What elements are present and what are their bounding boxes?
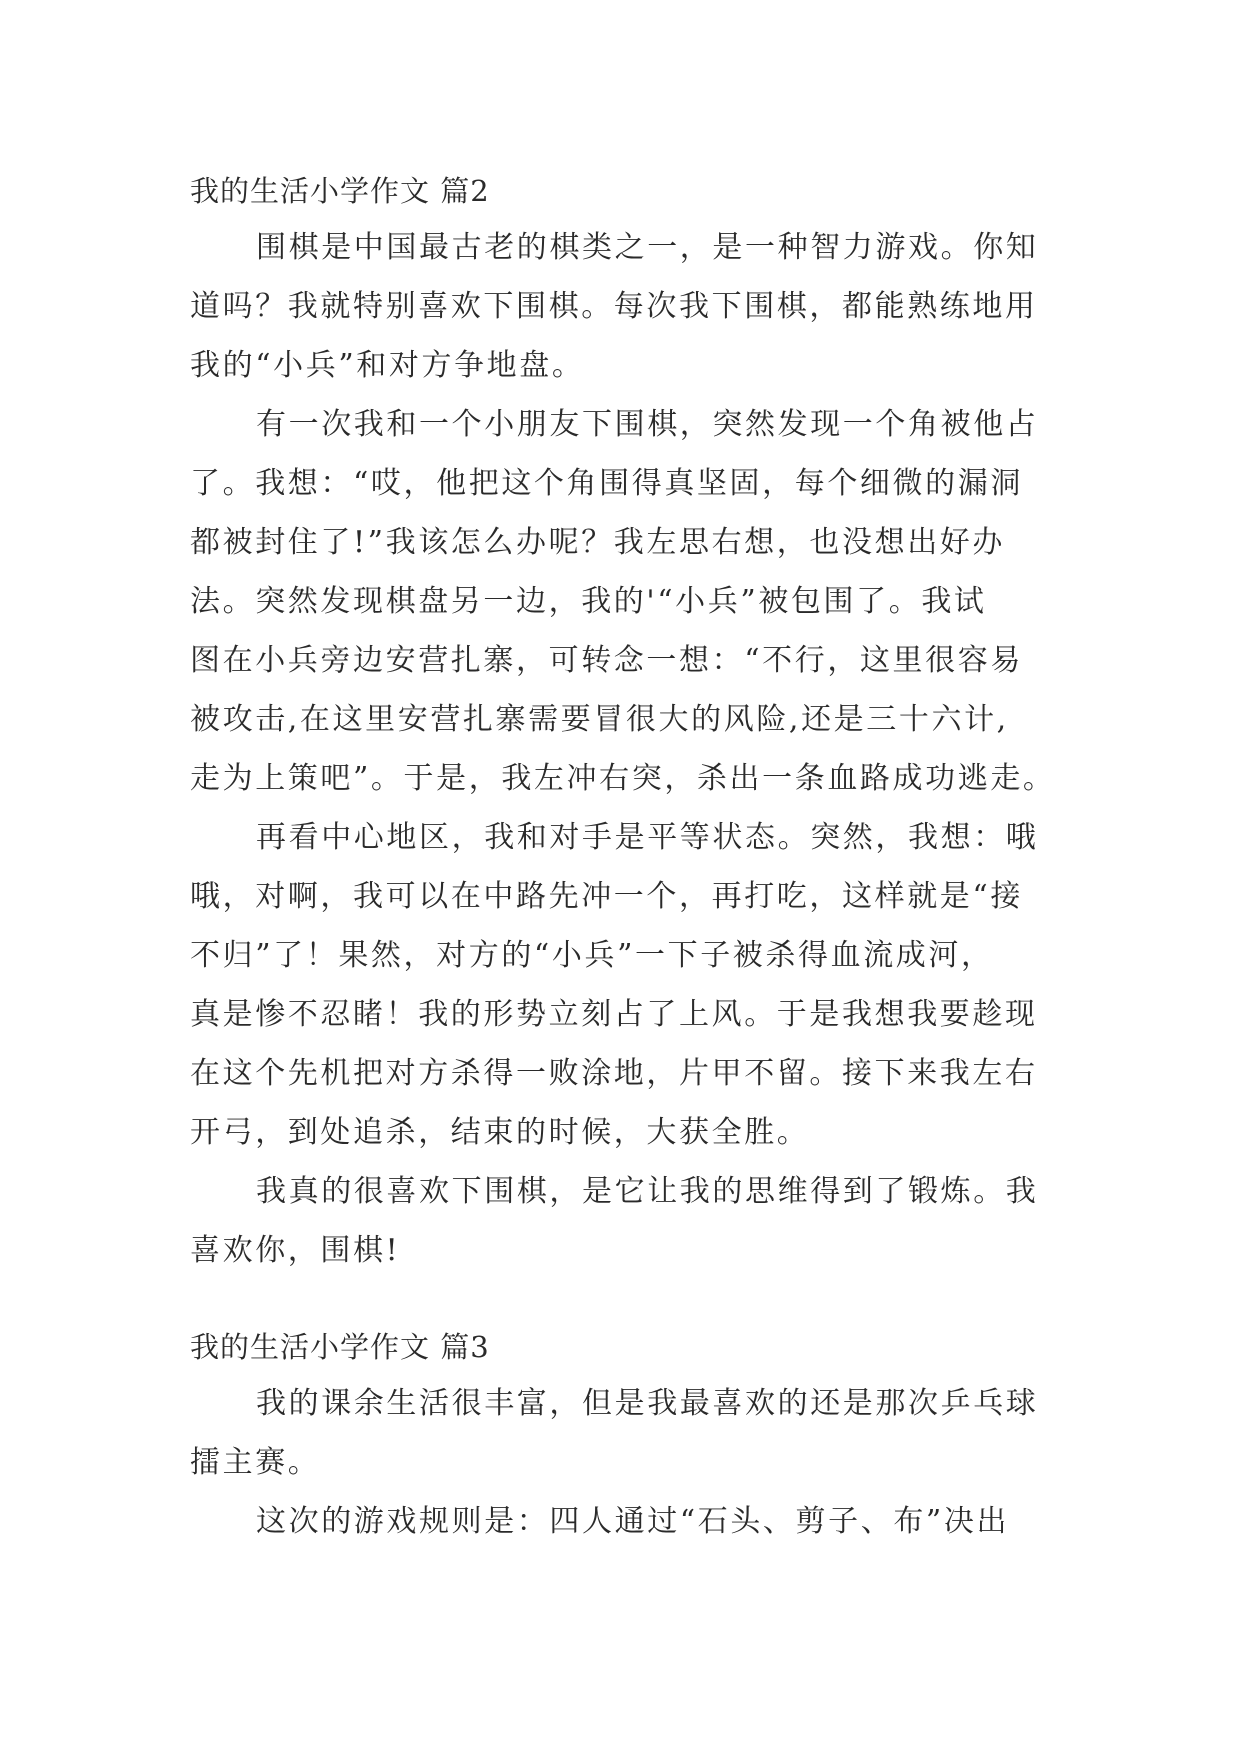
paragraph (190, 808, 1230, 1162)
text-line: 我的“小兵”和对方争地盘。 (190, 348, 585, 383)
text-line: 围棋是中国最古老的棋类之一，是一种智力游戏。你知 (256, 230, 1039, 265)
text-line: 我真的很喜欢下围棋，是它让我的思维得到了锻炼。我 (256, 1174, 1039, 1209)
text-line: 开弓，到处追杀，结束的时候，大获全胜。 (190, 1115, 810, 1150)
essay-section-2 (190, 164, 1230, 1280)
text-line: 在这个先机把对方杀得一败涂地，片甲不留。接下来我左右 (190, 1056, 1038, 1091)
text-line: 这次的游戏规则是：四人通过“石头、剪子、布”决出 (256, 1504, 1010, 1539)
text-line: 不归”了！果然，对方的“小兵”一下子被杀得血流成河， (190, 938, 994, 973)
text-line: 都被封住了!”我该怎么办呢？我左思右想，也没想出好办 (190, 525, 1005, 560)
paragraph (190, 1374, 1230, 1492)
paragraph (190, 1162, 1230, 1280)
essay-title: 我的生活小学作文 篇2 (190, 174, 490, 208)
paragraph (190, 395, 1230, 808)
text-line: 有一次我和一个小朋友下围棋，突然发现一个角被他占 (256, 407, 1039, 442)
text-line: 了。我想：“哎，他把这个角围得真坚固，每个细微的漏洞 (190, 466, 1023, 501)
text-line: 擂主赛。 (190, 1445, 321, 1480)
text-line: 走为上策吧”。于是，我左冲右突，杀出一条血路成功逃走。 (190, 761, 1056, 796)
text-line: 真是惨不忍睹！我的形势立刻占了上风。于是我想我要趁现 (190, 997, 1038, 1032)
text-line: 被攻击,在这里安营扎寨需要冒很大的风险,还是三十六计, (190, 702, 1009, 737)
essay-section-3 (190, 1320, 1230, 1551)
text-line: 我的课余生活很丰富，但是我最喜欢的还是那次乒乓球 (256, 1386, 1039, 1421)
essay-title: 我的生活小学作文 篇3 (190, 1330, 490, 1364)
text-line: 法。突然发现棋盘另一边，我的'“小兵”被包围了。我试 (190, 584, 987, 619)
text-line: 再看中心地区，我和对手是平等状态。突然，我想：哦 (256, 820, 1039, 855)
text-line: 哦，对啊，我可以在中路先冲一个，再打吃，这样就是“接 (190, 879, 1023, 914)
text-line: 喜欢你，围棋! (190, 1233, 401, 1268)
text-line: 图在小兵旁边安营扎寨，可转念一想：“不行，这里很容易 (190, 643, 1023, 678)
text-line: 道吗？我就特别喜欢下围棋。每次我下围棋，都能熟练地用 (190, 289, 1038, 324)
paragraph (190, 1492, 1230, 1551)
paragraph (190, 218, 1230, 395)
